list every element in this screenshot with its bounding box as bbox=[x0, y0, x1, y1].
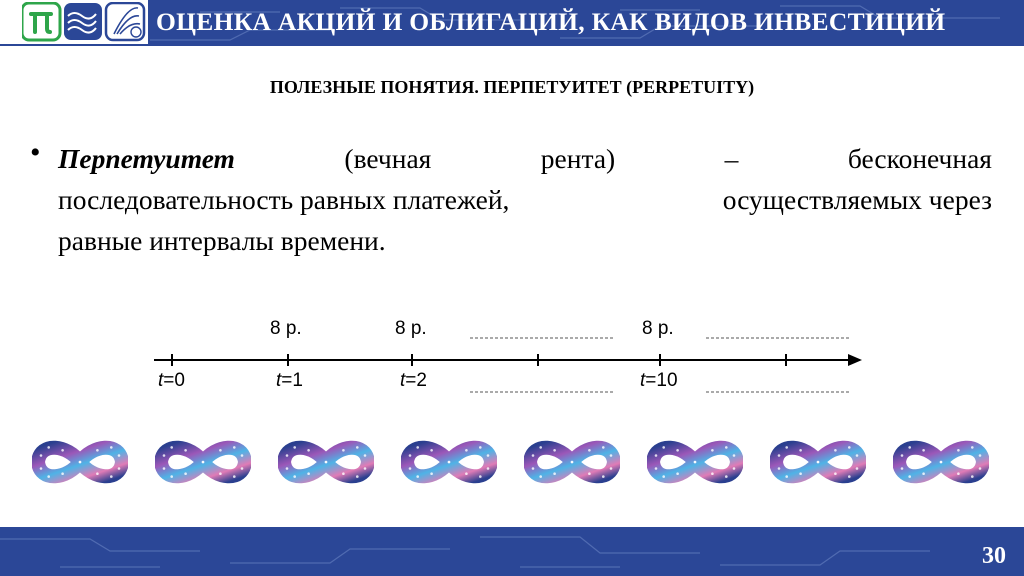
page-title: ОЦЕНКА АКЦИЙ И ОБЛИГАЦИЙ, КАК ВИДОВ ИНВЕСТИЦИЙ bbox=[156, 7, 946, 36]
payment-label: 8 р. bbox=[395, 318, 427, 339]
infinity-symbol-icon bbox=[524, 427, 620, 497]
time-label-0: t=0 bbox=[158, 370, 185, 391]
footer-band bbox=[0, 527, 1024, 576]
wave-lines-icon bbox=[64, 3, 102, 40]
payment-timeline bbox=[150, 310, 870, 410]
definition-paragraph bbox=[58, 138, 992, 261]
definition-word: бесконечная bbox=[847, 143, 992, 174]
infinity-decoration-row bbox=[0, 427, 1024, 502]
logo bbox=[0, 0, 148, 46]
infinity-symbol-icon bbox=[770, 427, 866, 497]
definition-line-3: равные интервалы времени. bbox=[58, 225, 386, 256]
definition-line-2 bbox=[58, 179, 992, 220]
infinity-symbol-icon bbox=[893, 427, 989, 497]
section-subtitle: ПОЛЕЗНЫЕ ПОНЯТИЯ. ПЕРПЕТУИТЕТ (PERPETUITY) bbox=[269, 77, 755, 97]
infinity-symbol-icon bbox=[155, 427, 251, 497]
payment-label: 8 р. bbox=[642, 318, 674, 339]
infinity-symbol-icon bbox=[278, 427, 374, 497]
bullet-dot: • bbox=[30, 136, 41, 169]
page-number: 30 bbox=[970, 536, 1018, 576]
infinity-symbol-icon bbox=[401, 427, 497, 497]
payment-label: 8 р. bbox=[270, 318, 302, 339]
timeline-arrowhead bbox=[848, 354, 862, 366]
time-label-1: t=1 bbox=[276, 370, 303, 391]
definition-phrase: последовательность равных платежей, bbox=[58, 184, 510, 215]
definition-word: – bbox=[724, 143, 739, 174]
definition-line-1 bbox=[58, 138, 992, 179]
time-label-10: t=10 bbox=[640, 370, 678, 391]
header-band bbox=[0, 0, 1024, 46]
infinity-symbol-icon bbox=[647, 427, 743, 497]
pi-letter-icon bbox=[22, 3, 60, 40]
stylized-f-icon bbox=[106, 3, 144, 40]
definition-term: Перпетуитет bbox=[58, 143, 235, 174]
definition-phrase: осуществляемых через bbox=[722, 184, 992, 215]
footer-pattern-decoration bbox=[0, 527, 1024, 576]
time-label-2: t=2 bbox=[400, 370, 427, 391]
definition-word: (вечная bbox=[344, 143, 432, 174]
definition-word: рента) bbox=[540, 143, 616, 174]
infinity-symbol-icon bbox=[32, 427, 128, 497]
